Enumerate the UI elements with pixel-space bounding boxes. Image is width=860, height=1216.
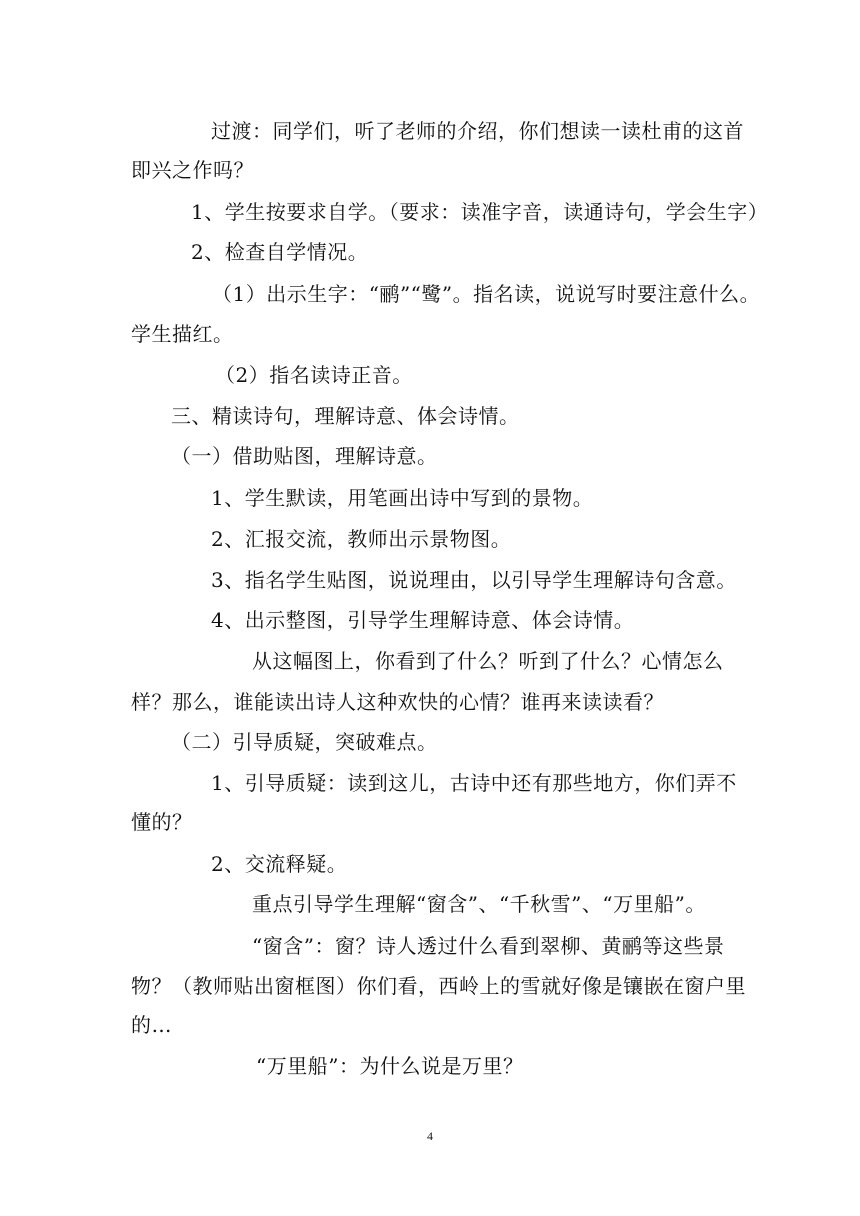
text-line: 的… bbox=[131, 1013, 172, 1037]
subsection-heading: （一）借助贴图，理解诗意。 bbox=[171, 444, 438, 468]
text-line: 2、检查自学情况。 bbox=[191, 240, 369, 264]
text-line: 2、汇报交流，教师出示景物图。 bbox=[211, 527, 512, 551]
text-line: 过渡：同学们，听了老师的介绍，你们想读一读杜甫的这首 bbox=[211, 119, 744, 143]
text-line: 物？（教师贴出窗框图）你们看，西岭上的雪就好像是镶嵌在窗户里 bbox=[131, 974, 746, 998]
text-line: 懂的？ bbox=[131, 810, 193, 834]
text-line: 从这幅图上，你看到了什么？听到了什么？心情怎么 bbox=[252, 649, 724, 673]
text-line: “万里船”：为什么说是万里？ bbox=[256, 1054, 524, 1078]
text-line: 1、学生按要求自学。（要求：读准字音，读通诗句，学会生字） bbox=[191, 200, 769, 224]
text-line: 2、交流释疑。 bbox=[211, 852, 348, 876]
text-line: 1、学生默读，用笔画出诗中写到的景物。 bbox=[211, 486, 594, 510]
text-line: 即兴之作吗？ bbox=[131, 158, 254, 182]
text-line: 学生描红。 bbox=[131, 322, 234, 346]
text-line: （2）指名读诗正音。 bbox=[215, 363, 413, 387]
text-line: “窗含”：窗？诗人透过什么看到翠柳、黄鹂等这些景 bbox=[252, 934, 725, 958]
text-line: 样？那么，谁能读出诗人这种欢快的心情？谁再来读读看？ bbox=[131, 690, 664, 714]
page-number: 4 bbox=[427, 1129, 433, 1143]
section-heading: 三、精读诗句，理解诗意、体会诗情。 bbox=[171, 404, 520, 428]
subsection-heading: （二）引导质疑，突破难点。 bbox=[171, 730, 438, 754]
text-line: （1）出示生字：“鹂”“鹭”。指名读，说说写时要注意什么。 bbox=[212, 282, 761, 306]
text-line: 4、出示整图，引导学生理解诗意、体会诗情。 bbox=[211, 608, 635, 632]
text-line: 重点引导学生理解“窗含”、“千秋雪”、“万里船”。 bbox=[252, 892, 706, 916]
text-line: 3、指名学生贴图，说说理由，以引导学生理解诗句含意。 bbox=[211, 568, 737, 592]
text-line: 1、引导质疑：读到这儿，古诗中还有那些地方，你们弄不 bbox=[211, 771, 737, 795]
